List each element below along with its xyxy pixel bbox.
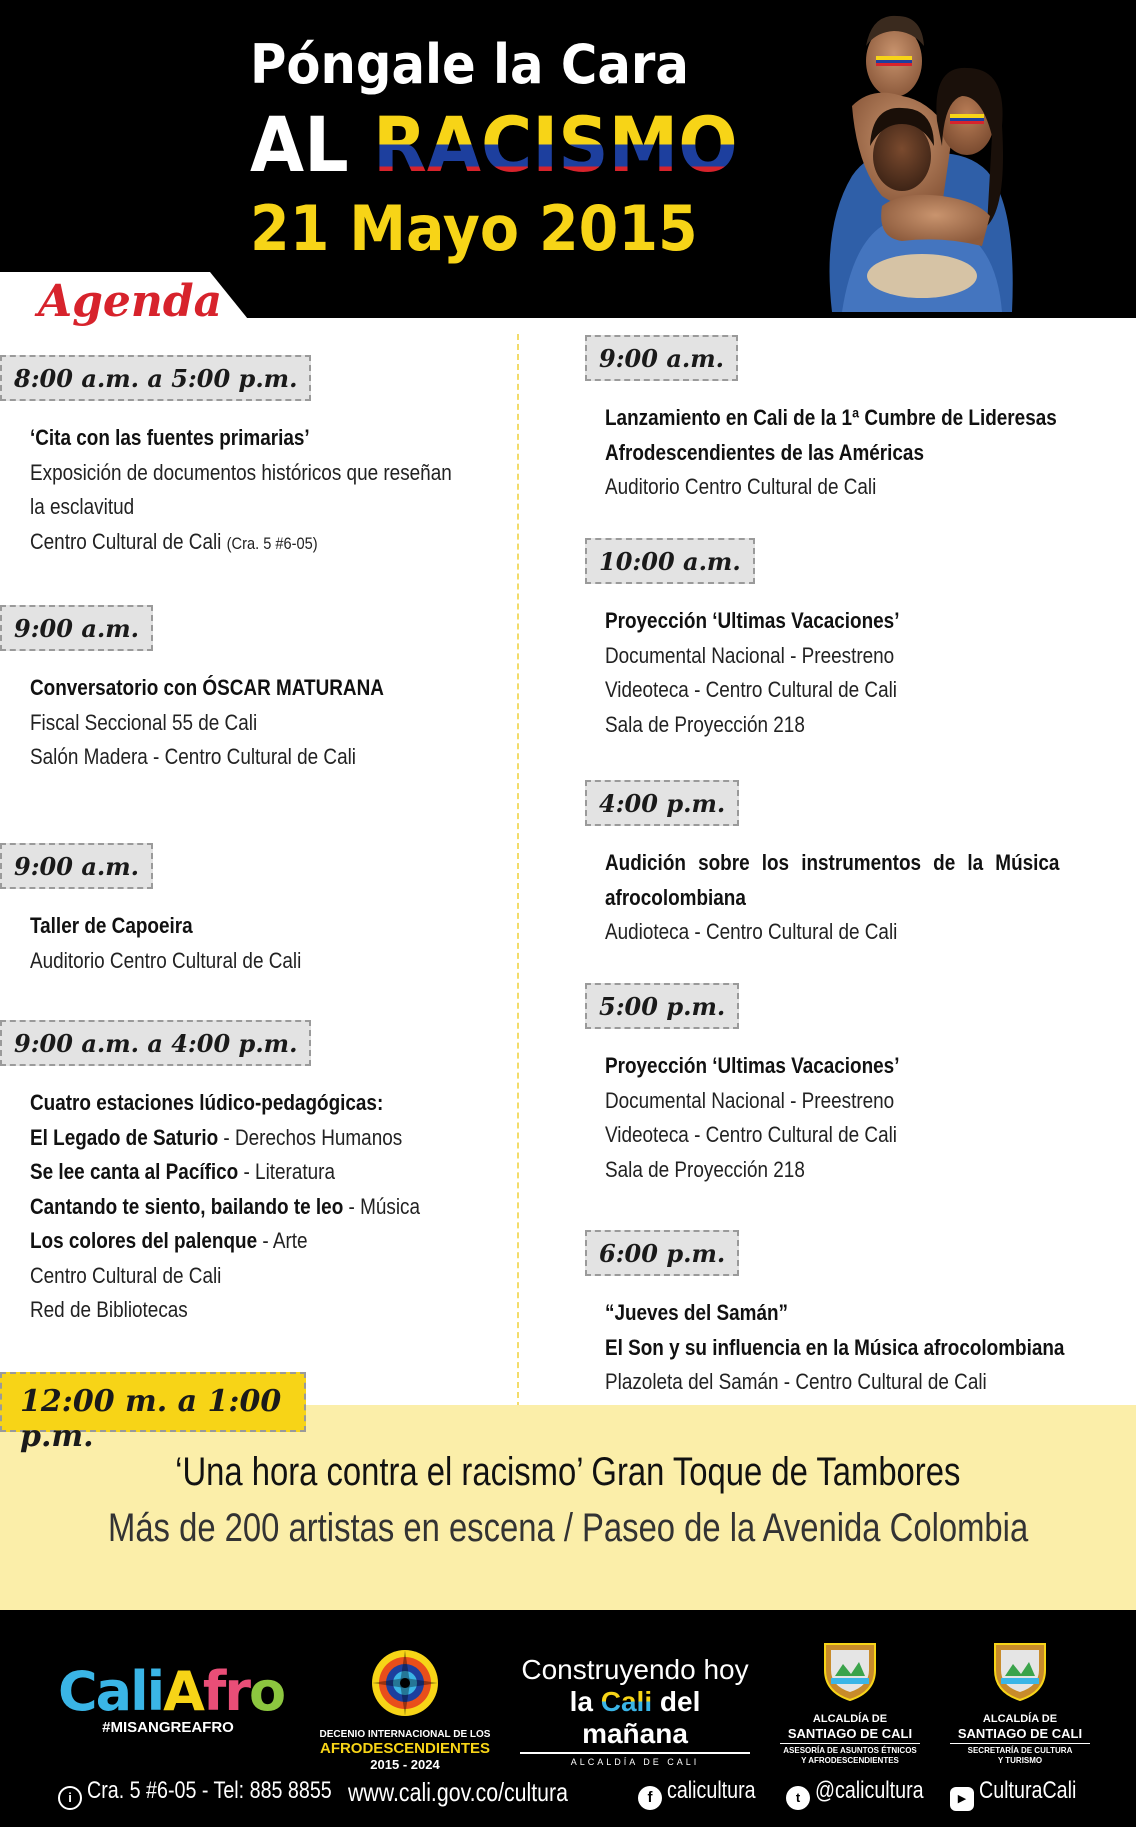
cali-shield-icon <box>991 1640 1049 1702</box>
event-line: Videoteca - Centro Cultural de Cali <box>605 1122 898 1147</box>
event-line: la esclavitud <box>30 494 135 519</box>
contact-address: i Cra. 5 #6-05 - Tel: 885 8855 <box>58 1777 385 1810</box>
people-photo <box>812 6 1030 312</box>
event-right-2 <box>585 538 947 742</box>
event-line: Sala de Proyección 218 <box>605 711 805 737</box>
caliafro-hashtag: #MISANGREAFRO <box>102 1719 234 1736</box>
event-title: Proyección ‘Ultimas Vacaciones’ <box>605 608 900 633</box>
decenio-spiral-icon <box>370 1648 440 1718</box>
decenio-logo: DECENIO INTERNACIONAL DE LOS AFRODESCENDIENTES 2015 - 2024 <box>305 1648 505 1772</box>
event-line: Red de Bibliotecas <box>30 1297 188 1322</box>
event-address: (Cra. 5 #6-05) <box>226 533 318 553</box>
facebook-link[interactable]: f calicultura <box>638 1777 775 1810</box>
event-title: Conversatorio con ÓSCAR MATURANA <box>30 675 384 700</box>
event-time: 4:00 p.m. <box>585 780 739 826</box>
event-right-4 <box>585 983 947 1187</box>
event-time: 9:00 a.m. <box>585 335 738 381</box>
event-line: Exposición de documentos históricos que reseñan <box>30 459 452 485</box>
title-line2 <box>250 100 765 190</box>
station: Los colores del palenque - Arte <box>30 1228 308 1253</box>
event-time: 8:00 a.m. a 5:00 p.m. <box>0 355 311 401</box>
caliafro-logo: CaliAfro #MISANGREAFRO <box>58 1660 285 1736</box>
title-line1: Póngale la Cara <box>250 33 689 96</box>
title-racismo: RACISMO <box>373 100 738 189</box>
event-time: 9:00 a.m. a 4:00 p.m. <box>0 1020 311 1066</box>
event-title: Lanzamiento en Cali de la 1ª Cumbre de Lideresas <box>605 405 1057 430</box>
agenda-heading: Agenda <box>38 276 223 327</box>
event-line: Audioteca - Centro Cultural de Cali <box>605 919 898 944</box>
event-time: 9:00 a.m. <box>0 843 153 889</box>
event-title: ‘Cita con las fuentes primarias’ <box>30 425 310 450</box>
alcaldia-cultura-logo: ALCALDÍA DE SANTIAGO DE CALI SECRETARÍA DE CULTURA Y TURISMO <box>950 1640 1090 1766</box>
cali-shield-icon <box>821 1640 879 1702</box>
banner-time: 12:00 m. a 1:00 p.m. <box>0 1372 306 1432</box>
event-line: Documental Nacional - Preestreno <box>605 1087 895 1113</box>
youtube-link[interactable]: ▶ CulturaCali <box>950 1777 1098 1811</box>
station: Cantando te siento, bailando te leo - Música <box>30 1193 421 1219</box>
website-link[interactable]: www.cali.gov.co/cultura <box>348 1777 569 1807</box>
event-date: 21 Mayo 2015 <box>250 192 698 265</box>
event-line: Fiscal Seccional 55 de Cali <box>30 709 258 735</box>
event-line: Sala de Proyección 218 <box>605 1156 805 1182</box>
title-block <box>250 30 810 268</box>
event-left-3 <box>0 843 346 978</box>
event-title: Taller de Capoeira <box>30 913 193 938</box>
event-line: Videoteca - Centro Cultural de Cali <box>605 677 898 702</box>
event-line: Salón Madera - Centro Cultural de Cali <box>30 744 357 769</box>
construyendo-logo: Construyendo hoy la Cali del mañana ALCALDÍA DE CALI <box>521 1654 749 1767</box>
station: Se lee canta al Pacífico - Literatura <box>30 1159 335 1184</box>
youtube-icon: ▶ <box>950 1787 974 1811</box>
event-time: 9:00 a.m. <box>0 605 153 651</box>
event-line: Centro Cultural de Cali <box>30 1262 222 1288</box>
event-right-3 <box>585 780 1133 950</box>
event-title: Proyección ‘Ultimas Vacaciones’ <box>605 1053 900 1078</box>
event-title: afrocolombiana <box>605 884 746 910</box>
banner-subtitle: Más de 200 artistas en escena / Paseo de la Avenida Colombia <box>107 1506 1029 1550</box>
station: El Legado de Saturio - Derechos Humanos <box>30 1124 403 1150</box>
twitter-icon: t <box>786 1786 810 1810</box>
event-title: “Jueves del Samán” <box>605 1300 788 1325</box>
event-left-1 <box>0 355 520 561</box>
event-right-1 <box>585 335 1130 505</box>
banner-title: ‘Una hora contra el racismo’ Gran Toque de Tambores <box>175 1450 961 1494</box>
event-time: 6:00 p.m. <box>585 1230 739 1276</box>
alcaldia-etnicos-logo: ALCALDÍA DE SANTIAGO DE CALI ASESORÍA DE ASUNTOS ÉTNICOS Y AFRODESCENDIENTES <box>780 1640 920 1766</box>
title-al: AL <box>250 100 349 189</box>
event-time: 5:00 p.m. <box>585 983 739 1029</box>
header <box>0 0 1136 318</box>
facebook-icon: f <box>638 1786 662 1810</box>
event-line: Documental Nacional - Preestreno <box>605 642 895 668</box>
event-line: Plazoleta del Samán - Centro Cultural de Cali <box>605 1369 987 1394</box>
event-title: Audición sobre los instrumentos de la Música <box>605 850 1060 875</box>
event-line: Auditorio Centro Cultural de Cali <box>605 474 877 499</box>
event-right-5 <box>585 1230 1136 1400</box>
event-title: Afrodescendientes de las Américas <box>605 439 924 465</box>
twitter-link[interactable]: t @calicultura <box>786 1777 947 1810</box>
event-left-4 <box>0 1020 484 1328</box>
event-time: 10:00 a.m. <box>585 538 755 584</box>
info-icon: i <box>58 1786 82 1810</box>
event-title: Cuatro estaciones lúdico-pedagógicas: <box>30 1090 384 1115</box>
event-place: Centro Cultural de Cali (Cra. 5 #6-05) <box>30 528 318 554</box>
event-title: El Son y su influencia en la Música afrocolombiana <box>605 1334 1065 1360</box>
event-left-2 <box>0 605 442 775</box>
event-line: Auditorio Centro Cultural de Cali <box>30 947 302 973</box>
